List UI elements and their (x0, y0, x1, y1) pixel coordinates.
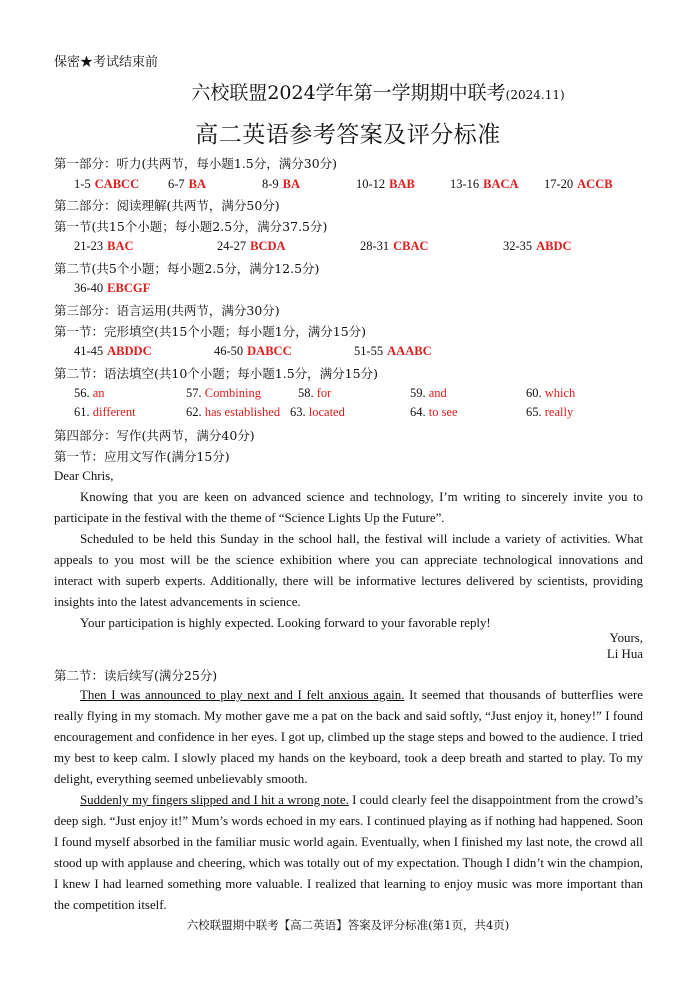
answer-item: 10-12 BAB (356, 177, 415, 191)
letter-body (54, 466, 643, 634)
part1-heading: 第一部分：听力(共两节，每小题1.5分，满分30分) (54, 156, 338, 171)
story-given-sentence: Then I was announced to play next and I felt anxious again. (80, 688, 405, 702)
exam-date: (2024.11) (505, 88, 565, 102)
part2-heading: 第二部分：阅读理解(共两节，满分50分) (54, 198, 280, 213)
letter-closing: Yours, (609, 631, 643, 645)
grammar-answer: 65. really (526, 405, 574, 419)
answer-item: 51-55 AAABC (354, 344, 432, 358)
grammar-answer: 61. different (74, 405, 136, 419)
letter-paragraph: Your participation is highly expected. Looking forward to your favorable reply! (80, 616, 491, 630)
part3-section2-heading: 第二节：语法填空(共10个小题；每小题1.5分，满分15分) (54, 366, 378, 381)
part4-section1-heading: 第一节：应用文写作(满分15分) (54, 449, 230, 464)
answer-item: 13-16 BACA (450, 177, 519, 191)
grammar-answer: 63. located (290, 405, 345, 419)
grammar-answer: 56. an (74, 386, 105, 400)
answer-item: 24-27 BCDA (217, 239, 286, 253)
story-paragraph: Suddenly my fingers slipped and I hit a wrong note. I could clearly feel the disappointment from the crowd’s deep sigh. “Just enjoy it!” Mum’s words echoed in my ears. I continued playing as if nothing had happened. Soon I found myself absorbed in the familiar music world again. Eventually, when I finished my last note, the crowd all stood up with applause and cheering, which was totally out of my expectation. Though I didn’t win the champion, I knew I had learned something more valuable. I realized that learning to enjoy music was more important than the competition itself. (54, 793, 643, 912)
answer-item: 17-20 ACCB (544, 177, 613, 191)
part3-section1-heading: 第一节：完形填空(共15个小题；每小题1分，满分15分) (54, 324, 367, 339)
part4-section2-heading: 第二节：读后续写(满分25分) (54, 668, 218, 683)
answer-item: 28-31 CBAC (360, 239, 429, 253)
answer-item: 32-35 ABDC (503, 239, 572, 253)
letter-signature: Li Hua (606, 647, 643, 661)
story-paragraph: Then I was announced to play next and I felt anxious again. It seemed that thousands of butterflies were really flying in my stomach. My mother gave me a pat on the back and said softly, “Just enjoy it, honey!” I found encouragement and confidence in her eyes. I got up, climbed up the stage steps and bowed to the audience. I tried my best to keep calm. I slowly placed my hands on the keyboard, took a deep breath and started to play. To my delight, everything seemed unbelievably smooth. (54, 688, 643, 786)
part2-section1-heading: 第一节(共15个小题；每小题2.5分，满分37.5分) (54, 219, 328, 234)
part3-heading: 第三部分：语言运用(共两节，满分30分) (54, 303, 280, 318)
grammar-answer: 62. has established (186, 405, 281, 419)
part4-heading: 第四部分：写作(共两节，满分40分) (54, 428, 255, 443)
answer-item: 36-40 EBCGF (74, 281, 151, 295)
confidential-label: 保密★考试结束前 (54, 55, 159, 70)
letter-salutation: Dear Chris, (54, 469, 114, 483)
letter-paragraph: Scheduled to be held this Sunday in the school hall, the festival will include a variety of activities. What appeals to you most will be the science exhibition where you can appreciate technological innovations and interact with superb experts. Additionally, there will be informative lectures delivered by scientists, providing insights into the latest advancements in science. (54, 532, 643, 609)
answer-item: 6-7 BA (168, 177, 207, 191)
story-body (54, 685, 643, 916)
exam-title-text: 六校联盟2024学年第一学期期中联考 (191, 82, 506, 104)
grammar-answer: 64. to see (410, 405, 458, 419)
grammar-answer: 57. Combining (186, 386, 262, 400)
grammar-answer: 58. for (298, 386, 332, 400)
answer-item: 21-23 BAC (74, 239, 134, 253)
story-given-sentence: Suddenly my fingers slipped and I hit a wrong note. (80, 793, 349, 807)
answer-item: 41-45 ABDDC (74, 344, 152, 358)
letter-paragraph: Knowing that you are keen on advanced science and technology, I’m writing to sincerely invite you to participate in the festival with the theme of “Science Lights Up the Future”. (54, 490, 643, 525)
answer-item: 8-9 BA (262, 177, 301, 191)
answer-item: 46-50 DABCC (214, 344, 292, 358)
grammar-answer: 60. which (526, 386, 576, 400)
answer-item: 1-5 CABCC (74, 177, 140, 191)
grammar-answer: 59. and (410, 386, 447, 400)
page-footer: 六校联盟期中联考【高二英语】答案及评分标准(第1页，共4页) (186, 918, 510, 932)
part2-section2-heading: 第二节(共5个小题；每小题2.5分，满分12.5分) (54, 261, 320, 276)
exam-title (0, 78, 696, 105)
document-title: 高二英语参考答案及评分标准 (195, 122, 501, 148)
